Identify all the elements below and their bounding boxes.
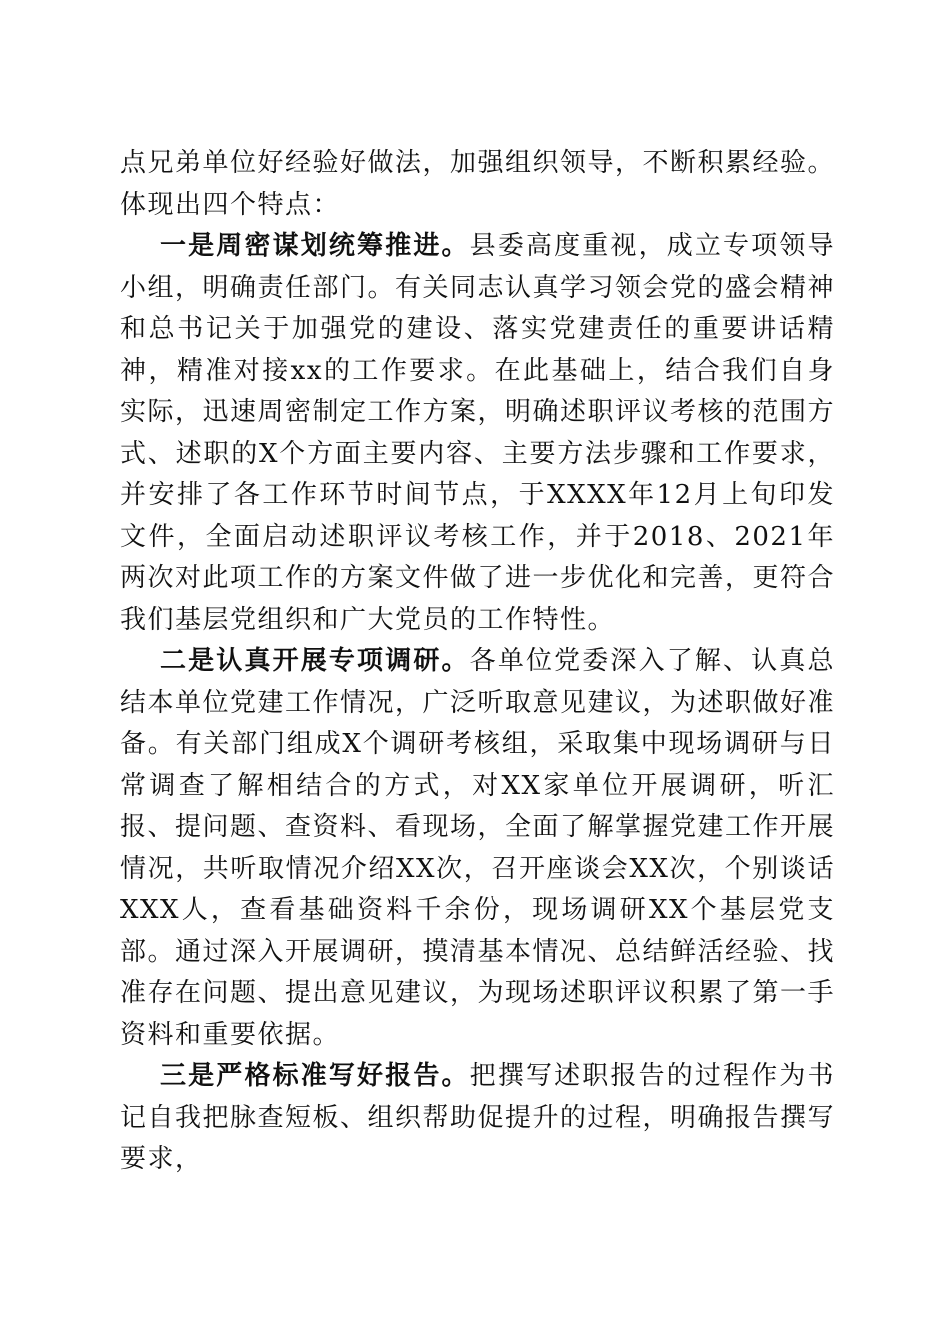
- paragraph-text: 各单位党委深入了解、认真总结本单位党建工作情况，广泛听取意见建议，为述职做好准备。有关部门组成X个调研考核组，采取集中现场调研与日常调查了解相结合的方式，对XX家单位开展调研，听汇报、提问题、查资料、看现场，全面了解掌握党建工作开展情况，共听取情况介绍XX次，召开座谈会XX次，个别谈话XXX人，查看基础资料千余份，现场调研XX个基层党支部。通过深入开展调研，摸清基本情况、总结鲜活经验、找准存在问题、提出意见建议，为现场述职评议积累了第一手资料和重要依据。: [120, 646, 836, 1050]
- paragraph-point-one: [120, 226, 835, 641]
- paragraph-lead: 一是周密谋划统筹推进。: [160, 231, 470, 261]
- paragraph-text: 点兄弟单位好经验好做法，加强组织领导，不断积累经验。体现出四个特点：: [120, 148, 836, 220]
- paragraph-lead: 二是认真开展专项调研。: [160, 646, 470, 676]
- paragraph-point-two: [120, 641, 835, 1056]
- paragraph-text: 县委高度重视，成立专项领导小组，明确责任部门。有关同志认真学习领会党的盛会精神和总书记关于加强党的建设、落实党建责任的重要讲话精神，精准对接xx的工作要求。在此基础上，结合我们自身实际，迅速周密制定工作方案，明确述职评议考核的范围方式、述职的X个方面主要内容、主要方法步骤和工作要求，并安排了各工作环节时间节点，于XXXX年12月上旬印发文件，全面启动述职评议考核工作，并于2018、2021年两次对此项工作的方案文件做了进一步优化和完善，更符合我们基层党组织和广大党员的工作特性。: [120, 231, 836, 635]
- paragraph-continuation: [120, 143, 835, 226]
- document-page: [120, 143, 835, 1181]
- paragraph-point-three: [120, 1056, 835, 1181]
- paragraph-text: 把撰写述职报告的过程作为书记自我把脉查短板、组织帮助促提升的过程，明确报告撰写要求，: [120, 1061, 836, 1174]
- paragraph-lead: 三是严格标准写好报告。: [160, 1061, 470, 1091]
